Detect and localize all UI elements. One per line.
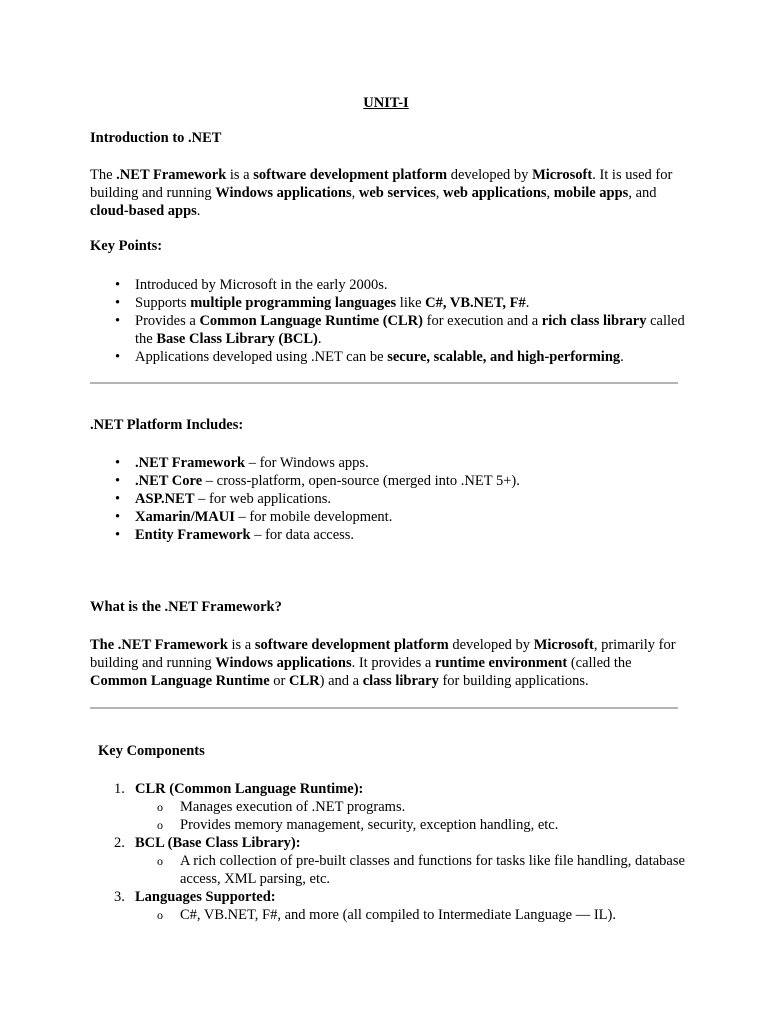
list-item bbox=[90, 348, 685, 366]
sub-bullet-marker: o bbox=[157, 818, 163, 832]
sub-bullet-marker: o bbox=[157, 908, 163, 922]
what-is-text: is a bbox=[227, 637, 255, 653]
sub-list bbox=[135, 798, 685, 834]
intro-text: . bbox=[196, 203, 201, 219]
list-item-text: C#, VB.NET, F# bbox=[425, 295, 526, 311]
list-number: 3. bbox=[114, 889, 125, 905]
what-is-text: CLR bbox=[289, 673, 320, 689]
what-is-text: software development platform bbox=[254, 637, 449, 653]
list-item bbox=[90, 312, 685, 348]
what-is-text: The .NET Framework bbox=[90, 637, 228, 653]
intro-text: , bbox=[435, 185, 443, 201]
components-list bbox=[90, 780, 685, 924]
list-item-text: called the bbox=[135, 313, 685, 347]
list-item-text: – for web applications. bbox=[194, 491, 332, 507]
list-item-text: Supports bbox=[135, 295, 191, 311]
what-is-text: for building applications. bbox=[438, 673, 589, 689]
intro-text: . It is used for building and running bbox=[90, 167, 673, 201]
platform-heading: .NET Platform Includes: bbox=[90, 417, 244, 433]
list-item bbox=[90, 526, 685, 544]
list-item-text: Provides a bbox=[135, 313, 200, 329]
sub-list-item bbox=[135, 906, 685, 924]
list-item-text: – cross-platform, open-source (merged into .NET 5+). bbox=[202, 473, 520, 489]
page-title: UNIT-I bbox=[363, 95, 409, 111]
sub-list-item-text: Provides memory management, security, exception handling, etc. bbox=[180, 817, 559, 833]
component-label: CLR (Common Language Runtime): bbox=[135, 781, 364, 797]
list-item-text: . bbox=[620, 349, 624, 365]
intro-text: .NET Framework bbox=[116, 167, 227, 183]
sub-list-item bbox=[135, 852, 685, 888]
list-item bbox=[90, 834, 685, 888]
sub-list-item-text: C#, VB.NET, F#, and more (all compiled to Intermediate Language — IL). bbox=[180, 907, 616, 923]
what-is-text: developed by bbox=[448, 637, 534, 653]
sub-bullet-marker: o bbox=[157, 854, 163, 868]
sub-list-item bbox=[135, 798, 685, 816]
what-is-text: ) and a bbox=[319, 673, 363, 689]
list-item-text: – for Windows apps. bbox=[245, 455, 369, 471]
intro-text: , bbox=[546, 185, 554, 201]
list-item-text: like bbox=[396, 295, 426, 311]
horizontal-divider bbox=[90, 382, 678, 384]
list-item-text: rich class library bbox=[541, 313, 647, 329]
intro-text: mobile apps bbox=[553, 185, 629, 201]
list-item-text: Introduced by Microsoft in the early 2000s. bbox=[135, 277, 388, 293]
list-item-text: . bbox=[525, 295, 530, 311]
what-is-text: Windows applications bbox=[215, 655, 352, 671]
intro-text: , and bbox=[628, 185, 657, 201]
list-item bbox=[90, 276, 685, 294]
sub-list-item-text: A rich collection of pre-built classes and functions for tasks like file handling, database access, XML parsing, etc. bbox=[180, 853, 685, 887]
list-item bbox=[90, 490, 685, 508]
list-item bbox=[90, 294, 685, 312]
list-item-text: .NET Framework bbox=[135, 455, 246, 471]
list-item-text: Common Language Runtime (CLR) bbox=[199, 313, 423, 329]
intro-text: is a bbox=[226, 167, 254, 183]
sub-list bbox=[135, 906, 685, 924]
what-is-text: runtime environment bbox=[434, 655, 568, 671]
list-item-text: . bbox=[317, 331, 322, 347]
what-is-text: Microsoft bbox=[533, 637, 594, 653]
intro-text: Microsoft bbox=[532, 167, 593, 183]
what-is-text: . It provides a bbox=[351, 655, 435, 671]
components-heading: Key Components bbox=[98, 743, 205, 759]
sub-list-item-text: Manages execution of .NET programs. bbox=[180, 799, 406, 815]
list-item-text: Applications developed using .NET can be bbox=[135, 349, 388, 365]
intro-text: web applications bbox=[443, 185, 547, 201]
list-number: 2. bbox=[114, 835, 125, 851]
horizontal-divider bbox=[90, 707, 678, 709]
intro-text: The bbox=[90, 167, 117, 183]
what-is-paragraph bbox=[90, 636, 680, 690]
list-item-text: multiple programming languages bbox=[190, 295, 397, 311]
list-item-text: – for mobile development. bbox=[234, 509, 393, 525]
list-item-text: Entity Framework bbox=[135, 527, 251, 543]
intro-text: cloud-based apps bbox=[90, 203, 197, 219]
what-is-text: (called the bbox=[567, 655, 632, 671]
list-item bbox=[90, 508, 685, 526]
key-points-list bbox=[90, 276, 685, 366]
component-label: Languages Supported: bbox=[135, 889, 276, 905]
key-points-heading: Key Points: bbox=[90, 238, 163, 254]
list-item-text: ASP.NET bbox=[135, 491, 195, 507]
what-is-heading: What is the .NET Framework? bbox=[90, 599, 282, 615]
what-is-text: or bbox=[269, 673, 289, 689]
list-item-text: – for data access. bbox=[250, 527, 355, 543]
list-item-text: secure, scalable, and high-performing bbox=[387, 349, 621, 365]
what-is-text: Common Language Runtime bbox=[90, 673, 270, 689]
intro-paragraph bbox=[90, 166, 680, 220]
sub-list-item bbox=[135, 816, 685, 834]
list-item-text: .NET Core bbox=[135, 473, 203, 489]
intro-text: web services bbox=[358, 185, 436, 201]
intro-text: Windows applications bbox=[215, 185, 352, 201]
component-label: BCL (Base Class Library): bbox=[135, 835, 301, 851]
list-item-text: for execution and a bbox=[422, 313, 542, 329]
sub-list bbox=[135, 852, 685, 888]
list-item-text: Xamarin/MAUI bbox=[135, 509, 235, 525]
list-item bbox=[90, 454, 685, 472]
what-is-text: class library bbox=[362, 673, 439, 689]
intro-text: software development platform bbox=[253, 167, 448, 183]
intro-text: , bbox=[351, 185, 359, 201]
list-item bbox=[90, 780, 685, 834]
list-item bbox=[90, 472, 685, 490]
list-number: 1. bbox=[114, 781, 125, 797]
intro-heading: Introduction to .NET bbox=[90, 130, 222, 146]
sub-bullet-marker: o bbox=[157, 800, 163, 814]
intro-text: developed by bbox=[447, 167, 533, 183]
what-is-text: , primarily for building and running bbox=[90, 637, 676, 671]
platform-list bbox=[90, 454, 685, 544]
list-item-text: Base Class Library (BCL) bbox=[156, 331, 318, 347]
list-item bbox=[90, 888, 685, 924]
